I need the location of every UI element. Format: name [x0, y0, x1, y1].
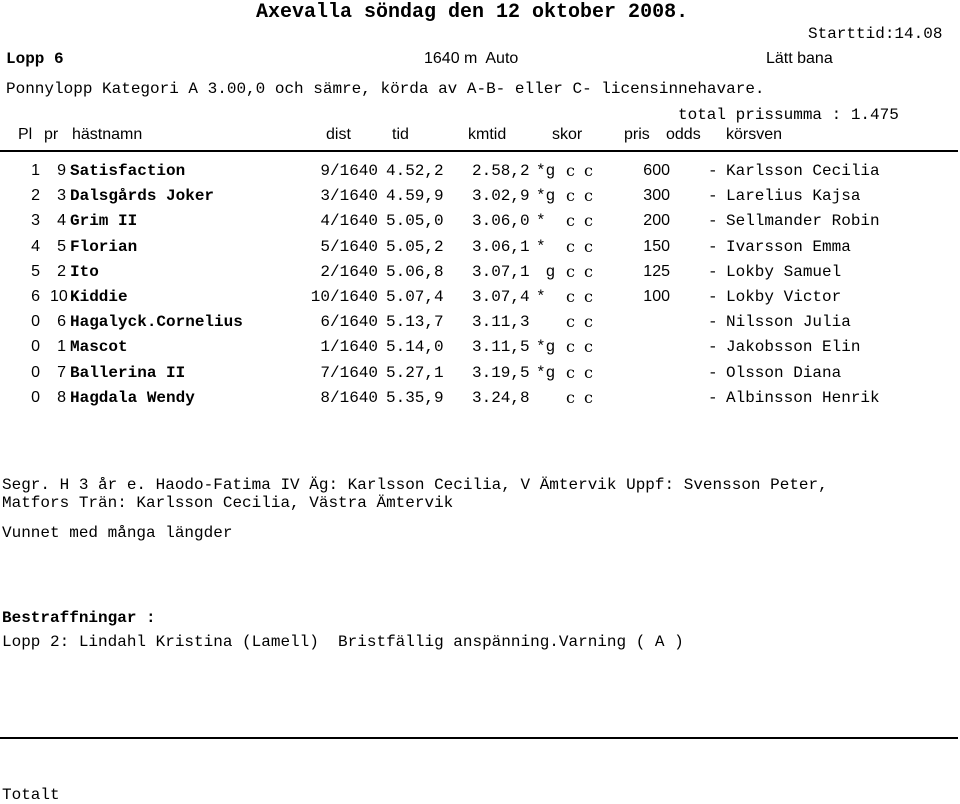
odds: - — [708, 389, 718, 407]
distance: 4/1640 — [320, 212, 378, 230]
penalty-line: Lopp 2: Lindahl Kristina (Lamell) Bristfällig anspänning.Varning ( A ) — [2, 633, 684, 651]
time: 5.35,9 — [386, 389, 444, 407]
table-row — [0, 211, 960, 231]
post-position: 4 — [57, 212, 66, 229]
penalties-heading: Bestraffningar : — [2, 609, 156, 627]
driver-name: Larelius Kajsa — [726, 187, 861, 205]
distance: 1/1640 — [320, 338, 378, 356]
winner-info-line2: Matfors Trän: Karlsson Cecilia, Västra Ämtervik — [2, 494, 454, 512]
col-korsven: körsven — [726, 126, 783, 143]
km-time: 3.07,4 — [472, 288, 530, 306]
shoe-marks: * — [536, 238, 546, 256]
cc-marks: c c — [566, 388, 596, 407]
time: 5.27,1 — [386, 364, 444, 382]
time: 5.05,2 — [386, 238, 444, 256]
start-time: Starttid:14.08 — [808, 25, 943, 43]
odds: - — [708, 238, 718, 256]
odds: - — [708, 187, 718, 205]
horse-name: Grim II — [70, 212, 138, 230]
cc-marks: c c — [566, 287, 596, 306]
table-row — [0, 312, 960, 332]
placement: 5 — [31, 263, 40, 280]
prize: 100 — [643, 288, 670, 305]
cc-marks: c c — [566, 211, 596, 230]
time: 5.07,4 — [386, 288, 444, 306]
driver-name: Sellmander Robin — [726, 212, 880, 230]
winner-info-line1: Segr. H 3 år e. Haodo-Fatima IV Äg: Karlsson Cecilia, V Ämtervik Uppf: Svensson Peter, — [2, 476, 828, 494]
time: 4.52,2 — [386, 162, 444, 180]
shoe-marks: g — [536, 263, 556, 281]
post-position: 3 — [57, 187, 66, 204]
distance: 10/1640 — [310, 288, 378, 306]
km-time: 3.19,5 — [472, 364, 530, 382]
cc-marks: c c — [566, 337, 596, 356]
table-row — [0, 388, 960, 408]
horse-name: Kiddie — [70, 288, 128, 306]
post-position: 9 — [57, 162, 66, 179]
driver-name: Lokby Samuel — [726, 263, 842, 281]
post-position: 2 — [57, 263, 66, 280]
km-time: 3.06,0 — [472, 212, 530, 230]
cc-marks: c c — [566, 186, 596, 205]
time: 5.05,0 — [386, 212, 444, 230]
driver-name: Olsson Diana — [726, 364, 842, 382]
table-row — [0, 186, 960, 206]
col-pris: pris — [624, 126, 650, 143]
shoe-marks: *g — [536, 364, 556, 382]
table-row — [0, 237, 960, 257]
horse-name: Hagdala Wendy — [70, 389, 195, 407]
race-description: Ponnylopp Kategori A 3.00,0 och sämre, körda av A-B- eller C- licensinnehavare. — [6, 80, 765, 98]
post-position: 5 — [57, 238, 66, 255]
cc-marks: c c — [566, 312, 596, 331]
col-skor: skor — [552, 126, 583, 143]
header-divider — [0, 150, 958, 152]
distance: 7/1640 — [320, 364, 378, 382]
prize: 600 — [643, 162, 670, 179]
km-time: 3.02,9 — [472, 187, 530, 205]
driver-name: Ivarsson Emma — [726, 238, 851, 256]
shoe-marks: * — [536, 288, 546, 306]
time: 5.13,7 — [386, 313, 444, 331]
horse-name: Florian — [70, 238, 138, 256]
odds: - — [708, 288, 718, 306]
prize: 200 — [643, 212, 670, 229]
odds: - — [708, 313, 718, 331]
table-row — [0, 287, 960, 307]
col-pl: Pl — [18, 126, 33, 143]
distance: 6/1640 — [320, 313, 378, 331]
driver-name: Lokby Victor — [726, 288, 842, 306]
time: 5.06,8 — [386, 263, 444, 281]
driver-name: Jakobsson Elin — [726, 338, 861, 356]
time: 4.59,9 — [386, 187, 444, 205]
km-time: 3.07,1 — [472, 263, 530, 281]
track-condition: Lätt bana — [766, 50, 833, 67]
post-position: 8 — [57, 389, 66, 406]
km-time: 3.11,5 — [472, 338, 530, 356]
post-position: 1 — [57, 338, 66, 355]
shoe-marks: *g — [536, 187, 556, 205]
horse-name: Ito — [70, 263, 99, 281]
distance: 5/1640 — [320, 238, 378, 256]
driver-name: Nilsson Julia — [726, 313, 851, 331]
shoe-marks: *g — [536, 162, 556, 180]
col-pr: pr — [44, 126, 59, 143]
km-time: 3.06,1 — [472, 238, 530, 256]
col-dist: dist — [326, 126, 351, 143]
race-distance: 1640 m Auto — [424, 50, 519, 67]
horse-name: Dalsgårds Joker — [70, 187, 215, 205]
placement: 6 — [31, 288, 40, 305]
distance: 9/1640 — [320, 162, 378, 180]
col-tid: tid — [392, 126, 409, 143]
km-time: 2.58,2 — [472, 162, 530, 180]
prize: 150 — [643, 238, 670, 255]
horse-name: Ballerina II — [70, 364, 186, 382]
winner-note: Vunnet med många längder — [2, 524, 233, 542]
prize: 125 — [643, 263, 670, 280]
km-time: 3.11,3 — [472, 313, 530, 331]
prize: 300 — [643, 187, 670, 204]
placement: 4 — [31, 238, 40, 255]
col-hastnamn: hästnamn — [72, 126, 143, 143]
race-number: Lopp 6 — [6, 50, 64, 68]
distance: 8/1640 — [320, 389, 378, 407]
placement: 2 — [31, 187, 40, 204]
total-label: Totalt — [2, 786, 60, 804]
placement: 1 — [31, 162, 40, 179]
table-row — [0, 363, 960, 383]
horse-name: Satisfaction — [70, 162, 186, 180]
odds: - — [708, 162, 718, 180]
page-title: Axevalla söndag den 12 oktober 2008. — [256, 1, 689, 24]
driver-name: Albinsson Henrik — [726, 389, 880, 407]
col-kmtid: kmtid — [468, 126, 507, 143]
odds: - — [708, 212, 718, 230]
cc-marks: c c — [566, 237, 596, 256]
placement: 0 — [31, 364, 40, 381]
post-position: 10 — [50, 288, 68, 305]
driver-name: Karlsson Cecilia — [726, 162, 880, 180]
placement: 0 — [31, 313, 40, 330]
odds: - — [708, 338, 718, 356]
placement: 3 — [31, 212, 40, 229]
post-position: 6 — [57, 313, 66, 330]
table-row — [0, 262, 960, 282]
placement: 0 — [31, 389, 40, 406]
horse-name: Hagalyck.Cornelius — [70, 313, 243, 331]
odds: - — [708, 364, 718, 382]
distance: 2/1640 — [320, 263, 378, 281]
odds: - — [708, 263, 718, 281]
cc-marks: c c — [566, 161, 596, 180]
post-position: 7 — [57, 364, 66, 381]
cc-marks: c c — [566, 262, 596, 281]
cc-marks: c c — [566, 363, 596, 382]
horse-name: Mascot — [70, 338, 128, 356]
km-time: 3.24,8 — [472, 389, 530, 407]
shoe-marks: *g — [536, 338, 556, 356]
table-row — [0, 161, 960, 181]
distance: 3/1640 — [320, 187, 378, 205]
placement: 0 — [31, 338, 40, 355]
total-prize: total prissumma : 1.475 — [678, 106, 899, 124]
time: 5.14,0 — [386, 338, 444, 356]
col-odds: odds — [666, 126, 701, 143]
footer-divider — [0, 737, 958, 739]
shoe-marks: * — [536, 212, 546, 230]
table-row — [0, 337, 960, 357]
